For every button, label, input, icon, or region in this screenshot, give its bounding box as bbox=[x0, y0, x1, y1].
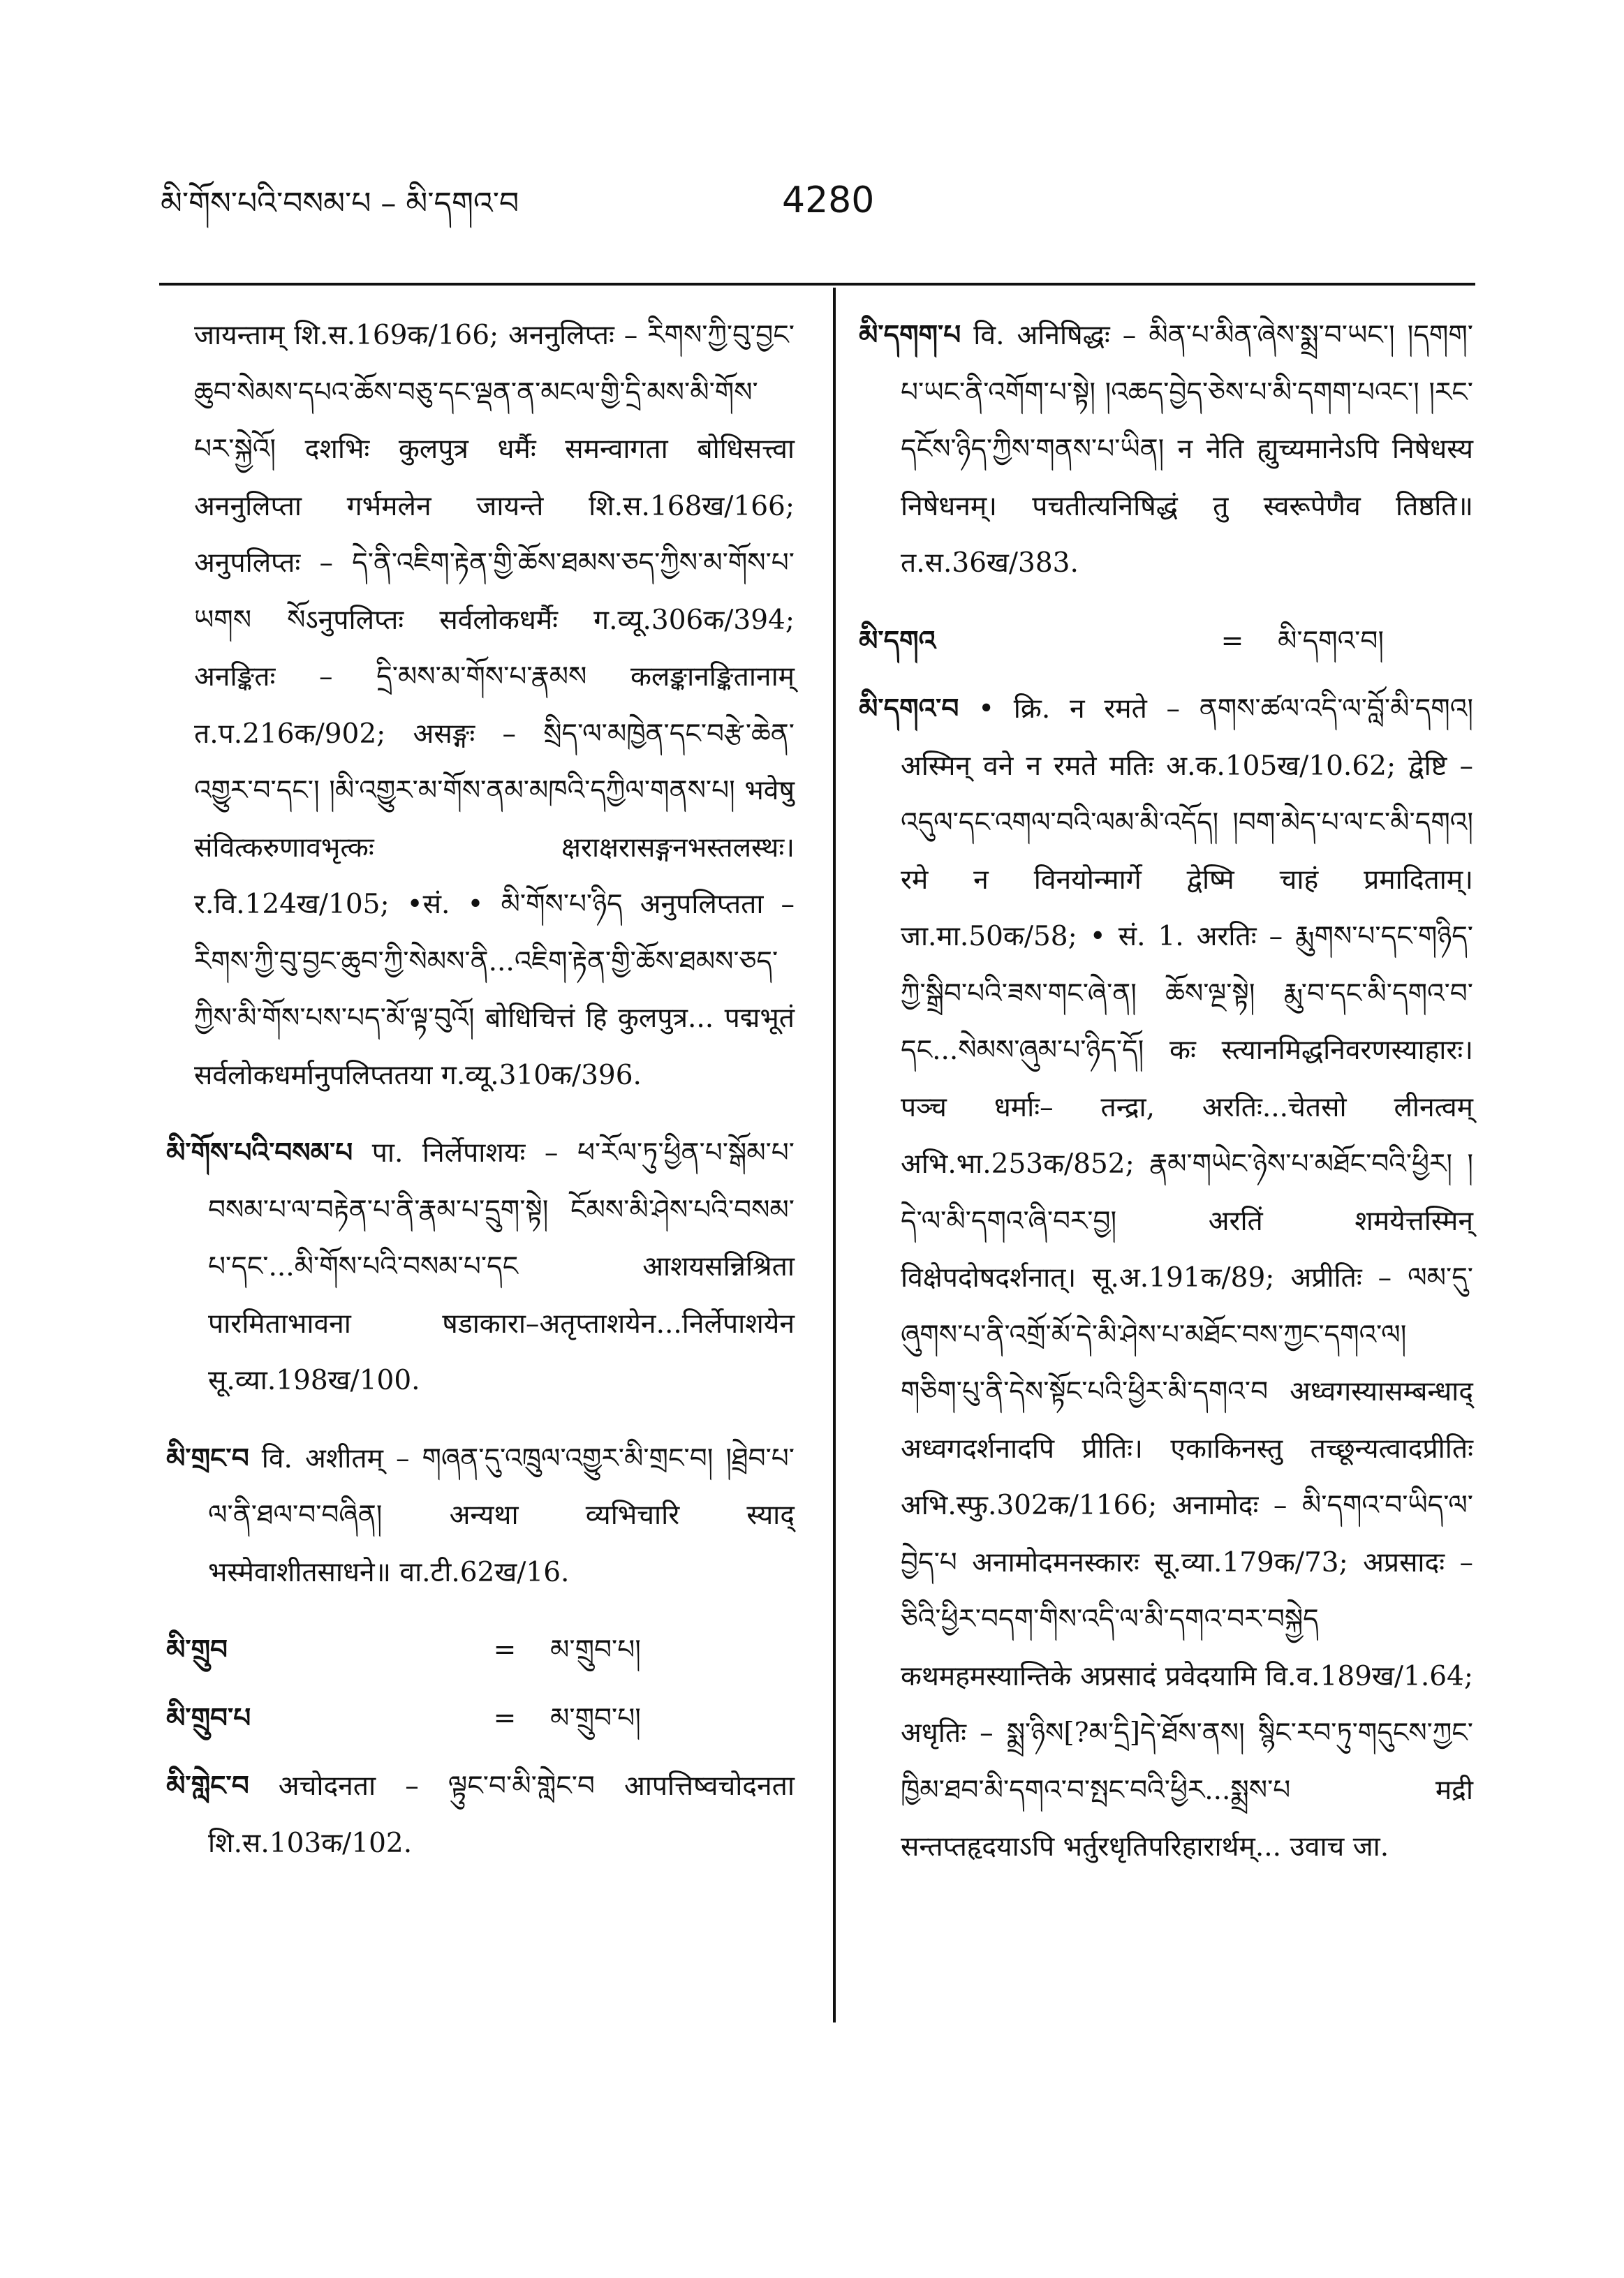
header-rule bbox=[159, 283, 1475, 286]
dictionary-entry bbox=[166, 1758, 795, 1872]
xref-headword: མི་གྲུབ་པ bbox=[166, 1701, 251, 1734]
xref-target: མ་གྲུབ་པ། bbox=[550, 1634, 641, 1666]
equals-sign: = bbox=[493, 1634, 517, 1666]
entry-text: जायन्ताम् शि.स.169क/166; अननुलिप्तः – རིགས་ཀྱི་བུ་བྱང་ཆུབ་སེམས་དཔའ་ཆོས་བཅུ་དང་ལྡན་ན་མངལ་གྱི་དྲི་མས་མི་གོས་པར་སྐྱེའོ། दशभिः कुलपुत्र धर्मैः समन्वागता बोधिसत्त्वा अननुलिप्ता गर्भमलेन जायन्ते शि.स.168ख/166; अनुपलिप्तः – དེ་ནི་འཇིག་རྟེན་གྱི་ཆོས་ཐམས་ཅད་ཀྱིས་མ་གོས་པ་ཡགས སོऽनुपलिप्तः सर्वलोकधर्मैः ग.व्यू.306क/394; अनङ्कितः – དྲི་མས་མ་གོས་པ་རྣམས कलङ्कानङ्कितानाम् त.प.216क/902; असङ्गः – སྲིད་ལ་མཁྱེན་དང་བརྩེ་ཆེན་འགྱུར་བ་དང་། །མི་འགྱུར་མ་གོས་ནམ་མཁའི་དཀྱིལ་གནས་པ། भवेषु संवित्करुणावभृत्कः क्षराक्षरासङ्गनभस्तलस्थः। र.वि.124ख/105; •सं. • མི་གོས་པ་ཉིད अनुपलिप्तता – རིགས་ཀྱི་བུ་བྱང་ཆུབ་ཀྱི་སེམས་ནི...འཇིག་རྟེན་གྱི་ཆོས་ཐམས་ཅད་ཀྱིས་མི་གོས་པས་པད་མོ་ལྟ་བུའོ། बोधिचित्तं हि कुलपुत्र... पद्मभूतं सर्वलोकधर्मानुपलिप्ततया ग.व्यू.310क/396. bbox=[194, 320, 795, 1091]
column-divider bbox=[833, 288, 836, 2022]
xref-target: མི་དགའ་བ། bbox=[1278, 625, 1385, 657]
entry-headword: མི་གྲང་བ bbox=[166, 1442, 249, 1474]
continued-entry bbox=[166, 307, 795, 1104]
xref-target: མ་གྲུབ་པ། bbox=[550, 1702, 641, 1734]
dictionary-entry bbox=[166, 1125, 795, 1410]
entry-text: • क्रि. न रमते – ནགས་ཚལ་འདི་ལ་བློ་མི་དགའ། अस्मिन् वने न रमते मतिः अ.क.105ख/10.62; द्वेष्टि – འདུལ་དང་འགལ་བའི་ལམ་མི་འདོད། །བག་མེད་པ་ལ་ང་མི་དགའ། रमे न विनयोन्मार्गे द्वेष्मि चाहं प्रमादिताम्। जा.मा.50क/58; • सं. 1. अरतिः – རྨུགས་པ་དང་གཉིད་ཀྱི་སྒྲིབ་པའི་ཟས་གང་ཞེ་ན། ཆོས་ལྔ་སྟེ། རྨུ་བ་དང་མི་དགའ་བ་དང...སེམས་ཞུམ་པ་ཉིད་དོ། कः स्त्यानमिद्धनिवरणस्याहारः। पञ्च धर्माः– तन्द्रा, अरतिः...चेतसो लीनत्वम् अभि.भा.253क/852; རྣམ་གཡེང་ཉེས་པ་མཐོང་བའི་ཕྱིར། །དེ་ལ་མི་དགའ་ཞི་བར་བྱ། अरतिं शमयेत्तस्मिन् विक्षेपदोषदर्शनात्। सू.अ.191क/89; अप्रीतिः – ལམ་དུ་ཞུགས་པ་ནི་འགྲོ་མོ་དེ་མི་ཤེས་པ་མཐོང་བས་ཀྱང་དགའ་ལ། གཅིག་པུ་ནི་དེས་སྟོང་པའི་ཕྱིར་མི་དགའ་བ अध्वगस्यासम्बन्धाद् अध्वगदर्शनादपि प्रीतिः। एकाकिनस्तु तच्छून्यत्वादप्रीतिः अभि.स्फु.302क/1166; अनामोदः – མི་དགའ་བ་ཡིད་ལ་བྱེད་པ अनामोदमनस्कारः सू.व्या.179क/73; अप्रसादः – ཅིའི་ཕྱིར་བདག་གིས་འདི་ལ་མི་དགའ་བར་བསྐྱེད कथमहमस्यान्तिके अप्रसादं प्रवेदयामि वि.व.189ख/1.64; अधृतिः – སྨྲ་ཉིས[?མ་དྲི]དེ་ཐོས་ནས། སྙིང་རབ་ཏུ་གདུངས་ཀྱང་ཁྱིམ་ཐབ་མི་དགའ་བ་སྤང་བའི་ཕྱིར...སྨྲས་པ मद्री सन्तप्तहृदयाऽपि भर्तुरधृतिपरिहारार्थम्... उवाच जा. bbox=[901, 693, 1473, 1863]
dictionary-entry bbox=[859, 307, 1473, 592]
entry-body bbox=[859, 681, 1473, 1876]
cross-reference bbox=[166, 1622, 795, 1679]
entry-headword: མི་གླེང་བ bbox=[166, 1770, 249, 1802]
page-number: 4280 bbox=[782, 179, 875, 221]
dictionary-entry bbox=[859, 681, 1473, 1876]
entry-text: पा. निर्लेपाशयः – ཕ་རོལ་ཏུ་ཕྱིན་པ་སྒོམ་པ་བསམ་པ་ལ་བརྟེན་པ་ནི་རྣམ་པ་དྲུག་སྟེ། ངོམས་མི་ཤེས་པའི་བསམ་པ་དང་...མི་གོས་པའི་བསམ་པ་དང आशयसन्निश्रिता पारमिताभावना षडाकारा–अतृप्ताशयेन...निर्लेपाशयेन सू.व्या.198ख/100. bbox=[208, 1137, 795, 1396]
entry-body bbox=[166, 1125, 795, 1410]
right-column bbox=[859, 307, 1473, 1897]
entry-body bbox=[859, 307, 1473, 592]
xref-headword: མི་དགའ bbox=[859, 624, 936, 657]
entry-text: वि. अशीतम् – གཞན་དུ་འཁྲུལ་འགྱུར་མི་གྲང་བ། །ཐྲེབ་པ་ལ་ནི་ཐལ་བ་བཞིན། अन्यथा व्यभिचारि स्याद् भस्मेवाशीतसाधने॥ वा.टी.62ख/16. bbox=[208, 1442, 795, 1588]
equals-sign: = bbox=[1220, 625, 1244, 657]
entry-headword: མི་གོས་པའི་བསམ་པ bbox=[166, 1137, 353, 1169]
equals-sign: = bbox=[493, 1702, 517, 1734]
entry-body bbox=[166, 1430, 795, 1602]
xref-headword: མི་གྲུབ bbox=[166, 1634, 228, 1666]
running-header: མི་གོས་པའི་བསམ་པ – མི་དགའ་བ bbox=[161, 186, 519, 221]
entry-headword: མི་དགའ་བ bbox=[859, 693, 959, 725]
dictionary-entry bbox=[166, 1430, 795, 1602]
left-column bbox=[166, 307, 795, 1893]
cross-reference bbox=[859, 613, 1473, 670]
entry-text: अचोदनता – ལྟུང་བ་མི་གླེང་བ आपत्तिष्वचोदनता शि.स.103क/102. bbox=[208, 1770, 795, 1859]
entry-headword: མི་དགག་པ bbox=[859, 319, 961, 351]
entry-text: वि. अनिषिद्धः – མིན་པ་མིན་ཞེས་སྨྲ་བ་ཡང་། །དགག་པ་ཡང་ནི་འགོག་པ་སྟེ། །འཆད་བྱེད་ཅེས་པ་མི་དགག་པའང་། །རང་དངོས་ཉིད་ཀྱིས་གནས་པ་ཡིན། न नेति ह्युच्यमानेऽपि निषेधस्य निषेधनम्। पचतीत्यनिषिद्धं तु स्वरूपेणैव तिष्ठति॥ त.स.36ख/383. bbox=[901, 320, 1473, 579]
cross-reference bbox=[166, 1690, 795, 1747]
entry-body bbox=[166, 1758, 795, 1872]
